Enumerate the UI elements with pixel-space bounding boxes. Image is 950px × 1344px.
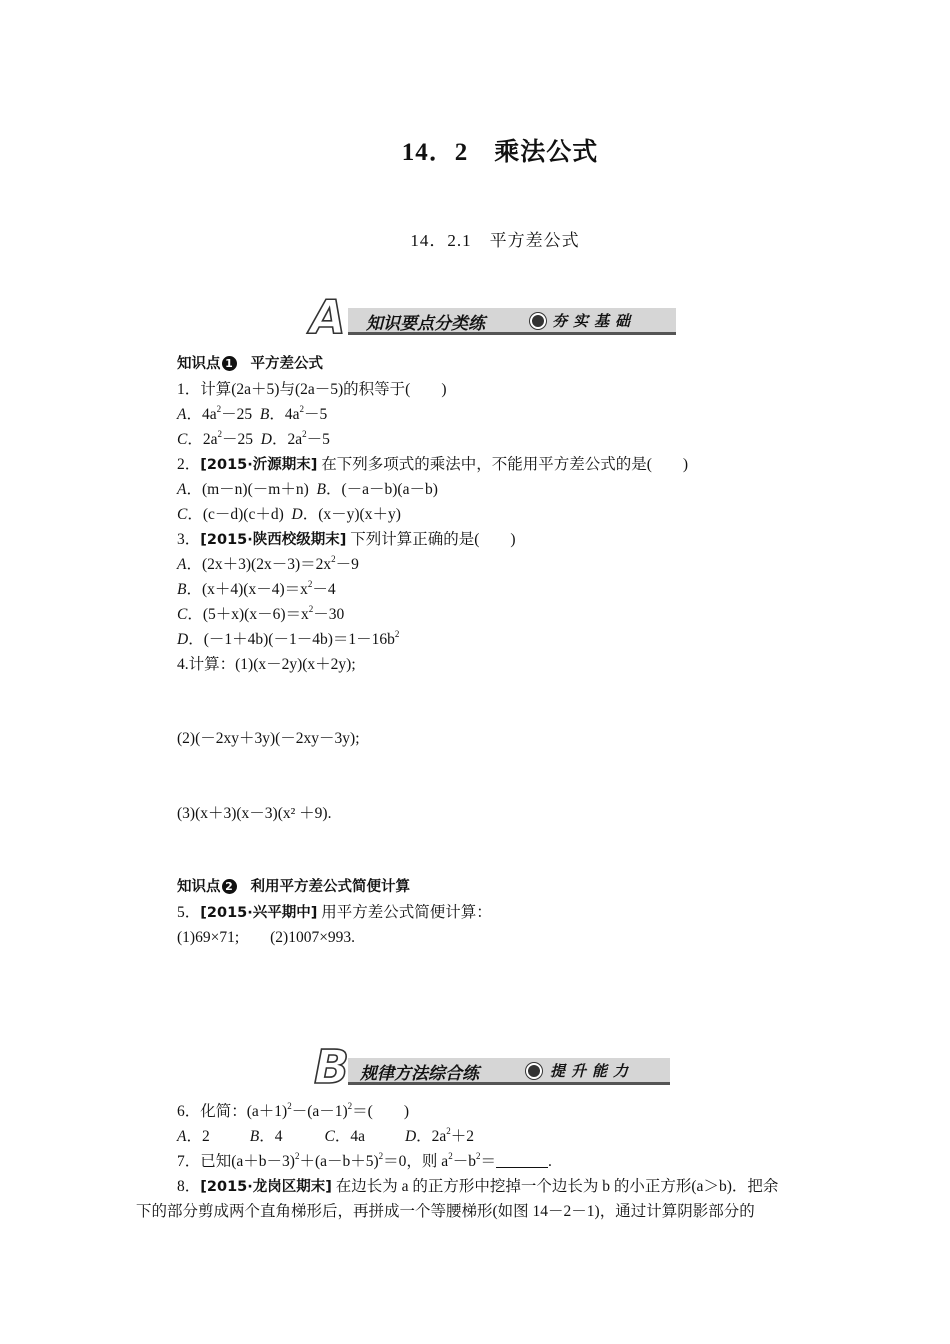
question-1: 1．计算(2a＋5)与(2a－5)的积等于( ) <box>177 381 447 398</box>
q1-options-ab: A．$4a^2-25$ B．$4a^2-5$ <box>177 404 328 423</box>
banner-b-letter: B <box>314 1040 350 1094</box>
banner-b-title: 规律方法综合练 <box>360 1064 479 1084</box>
banner-a-title: 知识要点分类练 <box>366 314 485 334</box>
banner-b-dot <box>526 1063 542 1079</box>
number-2-icon: 2 <box>222 879 237 894</box>
question-3: 3．[2015·陕西校级期末] 下列计算正确的是( ) <box>177 531 516 548</box>
banner-b-subtitle: 提升能力 <box>550 1062 635 1080</box>
banner-section-a <box>308 290 680 344</box>
q2-options-ab: A．(m－n)(－m＋n) B．(－a－b)(a－b) <box>177 481 438 498</box>
knowledge-point-1: 知识点 1 平方差公式 <box>177 356 323 372</box>
knowledge-point-2: 知识点 2 利用平方差公式简便计算 <box>177 879 410 895</box>
q1-options-cd: C．$2a^2-25$ D．$2a^2-5$ <box>177 429 330 448</box>
question-5-parts: (1)69×71; (2)1007×993. <box>177 929 356 946</box>
q3-option-c: C．$(5+x)(x-6)=x^2-30$ <box>177 604 345 623</box>
q3-option-a: A．$(2x+3)(2x-3)=2x^2-9$ <box>177 554 359 573</box>
page-title: 14．2 乘法公式 <box>401 139 599 166</box>
q6-options: A．2 B．4 C．4a D．$2a^2+2$ <box>177 1126 475 1145</box>
question-5: 5．[2015·兴平期中] 用平方差公式简便计算： <box>177 904 492 921</box>
question-2: 2．[2015·沂源期末] 在下列多项式的乘法中，不能用平方差公式的是( ) <box>177 456 689 473</box>
q2-options-cd: C．(c－d)(c＋d) D．(x－y)(x＋y) <box>177 506 401 523</box>
banner-a-letter: A <box>310 290 346 344</box>
q3-option-b: B．$(x+4)(x-4)=x^2-4$ <box>177 579 336 598</box>
banner-a-dot <box>530 313 546 329</box>
banner-section-b <box>308 1040 680 1094</box>
question-8-line-2: 下的部分剪成两个直角梯形后，再拼成一个等腰梯形(如图 14－2－1)，通过计算阴影部分的 <box>136 1203 755 1220</box>
question-6: 6．化简：$(a+1)^2-(a-1)^2=$( ) <box>177 1101 409 1120</box>
section-subtitle: 14．2.1 平方差公式 <box>410 231 580 250</box>
q3-source-tag: [2015·陕西校级期末] <box>200 532 347 548</box>
q2-source-tag: [2015·沂源期末] <box>200 457 318 473</box>
question-8: 8．[2015·龙岗区期末] 在边长为 a 的正方形中挖掉一个边长为 b 的小正方形(a＞b)．把余 <box>177 1178 779 1195</box>
question-4: 4.计算：(1)(x－2y)(x＋2y); <box>177 656 356 673</box>
number-1-icon: 1 <box>222 356 237 371</box>
question-4-part-3: (3)(x＋3)(x－3)(x² ＋9). <box>177 805 332 822</box>
question-7: 7．已知$(a+b-3)^2+(a-b+5)^2=0$，则 $a^2-b^2=$ . <box>177 1151 552 1170</box>
answer-blank[interactable] <box>496 1153 548 1168</box>
q5-source-tag: [2015·兴平期中] <box>200 905 318 921</box>
q3-option-d: D．$(-1+4b)(-1-4b)=1-16b^2$ <box>177 629 400 648</box>
question-4-part-2: (2)(－2xy＋3y)(－2xy－3y); <box>177 730 360 747</box>
banner-a-subtitle: 夯实基础 <box>552 312 637 330</box>
q8-source-tag: [2015·龙岗区期末] <box>200 1179 332 1195</box>
